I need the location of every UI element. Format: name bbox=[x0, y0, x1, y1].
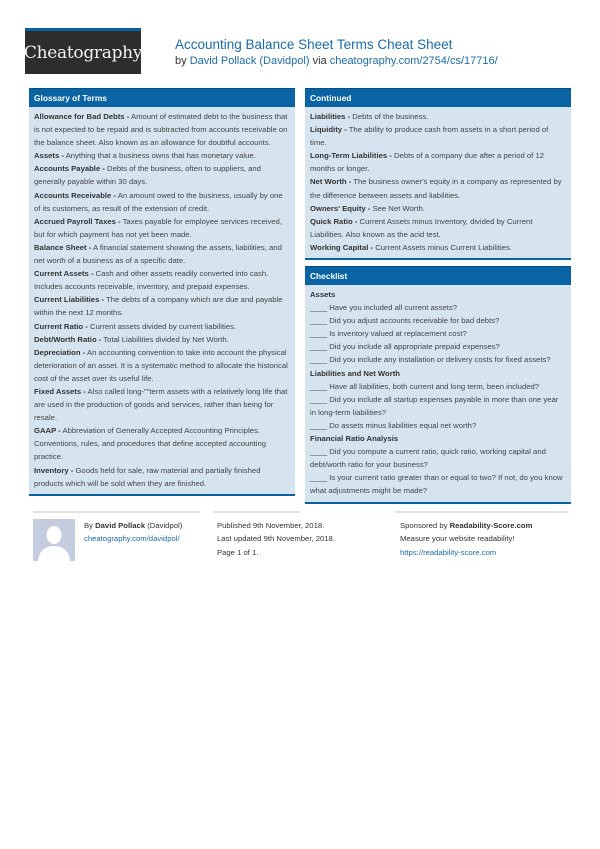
glossary-entry bbox=[34, 424, 290, 463]
glossary-entry bbox=[310, 110, 566, 123]
term-definition: Also called long-""term assets with a relatively long life that are used in the production of goods and services, rather than being for resale. bbox=[34, 386, 288, 423]
glossary-entry bbox=[310, 175, 566, 201]
sponsored-prefix: Sponsored by bbox=[400, 521, 450, 530]
header bbox=[175, 37, 498, 69]
footer-author-handle: (Davidpol) bbox=[145, 521, 183, 530]
checklist-item[interactable]: ____ Do assets minus liabilities equal net worth? bbox=[310, 420, 477, 430]
term-definition: Current Assets minus Inventory, divided by Current Liabilities. Also known as the acid test. bbox=[310, 216, 533, 239]
term-definition: Amount of estimated debt to the business that is not expected to be repaid and is subtracted from accounts receivable on the balance sheet. Also known as an allowance for doubtful accounts. bbox=[34, 112, 288, 148]
sponsor-name: Readability-Score.com bbox=[449, 521, 533, 530]
glossary-title: Glossary of Terms bbox=[29, 88, 295, 107]
sponsor-tagline: Measure your website readability! bbox=[400, 534, 515, 544]
checklist-section-heading: Financial Ratio Analysis bbox=[310, 434, 399, 444]
glossary-entry bbox=[310, 241, 566, 254]
page-count: Page 1 of 1. bbox=[217, 547, 259, 557]
term-name: Liquidity - bbox=[310, 125, 347, 135]
glossary-entry bbox=[34, 320, 290, 333]
glossary-entry bbox=[34, 267, 290, 293]
term-definition: Debts of the business. bbox=[350, 112, 429, 121]
checklist-item[interactable]: ____ Did you include all startup expenses payable in more than one year in long-term liabilities? bbox=[310, 394, 559, 417]
term-name: Quick Ratio - bbox=[310, 216, 358, 226]
checklist-section-heading: Liabilities and Net Worth bbox=[310, 368, 400, 378]
term-name: Depreciation - bbox=[34, 347, 86, 357]
glossary-entry bbox=[34, 149, 290, 162]
term-name: Inventory - bbox=[34, 465, 74, 475]
term-name: Current Assets - bbox=[34, 269, 94, 279]
term-definition: Current Assets minus Current Liabilities. bbox=[373, 242, 512, 252]
checklist-item[interactable]: ____ Did you include any installation or delivery costs for fixed assets? bbox=[310, 355, 551, 365]
term-name: Accounts Payable - bbox=[34, 164, 105, 174]
term-name: Working Capital - bbox=[310, 242, 374, 252]
page-title[interactable]: Accounting Balance Sheet Terms Cheat Sheet bbox=[175, 37, 453, 52]
term-name: Accounts Receivable - bbox=[34, 190, 117, 200]
glossary-box bbox=[29, 88, 295, 496]
term-definition: See Net Worth. bbox=[370, 203, 425, 213]
continued-body bbox=[305, 107, 571, 258]
glossary-entry bbox=[34, 346, 290, 385]
user-silhouette-icon bbox=[33, 519, 75, 561]
term-name: Current Liabilities - bbox=[34, 295, 105, 305]
term-definition: Anything that a business owns that has monetary value. bbox=[63, 151, 256, 161]
term-definition: An amount owed to the business, usually by one of its customers, as result of the extension of credit. bbox=[34, 190, 283, 213]
term-definition: The ability to produce cash from assets in a short period of time. bbox=[310, 125, 549, 148]
checklist-item[interactable]: ____ Did you include all appropriate prepaid expenses? bbox=[310, 342, 500, 352]
term-name: Current Ratio - bbox=[34, 321, 88, 331]
term-definition: The business owner's equity in a company as represented by the difference between assets and liabilities. bbox=[310, 177, 562, 200]
footer-sponsor bbox=[400, 519, 532, 559]
author-profile-link[interactable]: cheatography.com/davidpol/ bbox=[84, 534, 180, 544]
term-definition: Total Liabilities divided by Net Worth. bbox=[101, 334, 229, 344]
term-definition: A financial statement showing the assets, liabilities, and net worth of a business as of a specific date. bbox=[34, 242, 282, 266]
term-definition: Abbreviation of Generally Accepted Accounting Principles. Conventions, rules, and procedures that define accepted accounting practice. bbox=[34, 426, 267, 462]
glossary-body bbox=[29, 107, 295, 494]
cheatography-logo[interactable] bbox=[25, 28, 141, 74]
glossary-entry bbox=[310, 202, 566, 215]
byline bbox=[175, 54, 498, 69]
footer-by: By bbox=[84, 521, 96, 530]
footer-author-name: David Pollack bbox=[95, 521, 146, 530]
term-definition: An accounting convention to take into account the physical deterioration of an asset. It is a systematic method to allocate the historical cost of the asset over its useful life. bbox=[34, 347, 288, 383]
via-text: via bbox=[309, 55, 330, 67]
checklist-title: Checklist bbox=[305, 266, 571, 285]
checklist-item[interactable]: ____ Did you compute a current ratio, quick ratio, working capital and debt/worth ratio for your business? bbox=[310, 447, 546, 470]
checklist-box bbox=[305, 266, 571, 504]
term-name: Balance Sheet - bbox=[34, 242, 92, 252]
term-definition: Cash and other assets readily converted into cash. Includes accounts receivable, inventory, and prepaid expenses. bbox=[34, 269, 269, 292]
glossary-entry bbox=[34, 293, 290, 319]
glossary-entry bbox=[34, 162, 290, 188]
term-name: GAAP - bbox=[34, 426, 61, 436]
author-avatar[interactable] bbox=[33, 519, 75, 561]
term-definition: The debts of a company which are due and payable within the next 12 months. bbox=[34, 295, 283, 318]
logo-text: Cheatography bbox=[23, 42, 143, 63]
glossary-entry bbox=[34, 333, 290, 346]
glossary-entry bbox=[34, 110, 290, 149]
sheet-url-link[interactable]: cheatography.com/2754/cs/17716/ bbox=[329, 55, 498, 67]
glossary-entry bbox=[34, 241, 290, 267]
term-definition: Taxes payable for employee services received, but for which payment has not yet been made. bbox=[34, 216, 282, 239]
glossary-entry bbox=[310, 123, 566, 149]
footer-divider bbox=[395, 511, 568, 513]
continued-title: Continued bbox=[305, 88, 571, 107]
sponsor-link[interactable]: https://readability-score.com bbox=[400, 547, 497, 557]
continued-box bbox=[305, 88, 571, 260]
term-name: Liabilities - bbox=[310, 112, 351, 121]
glossary-entry bbox=[310, 215, 566, 241]
term-name: Long-Term Liabilities - bbox=[310, 151, 392, 161]
glossary-entry bbox=[310, 149, 566, 175]
term-name: Allowance for Bad Debts - bbox=[34, 112, 130, 121]
term-name: Net Worth - bbox=[310, 177, 352, 187]
checklist-item[interactable]: ____ Did you adjust accounts receivable for bad debts? bbox=[310, 316, 500, 326]
term-name: Assets - bbox=[34, 151, 64, 161]
footer-divider bbox=[213, 511, 300, 513]
author-link[interactable]: David Pollack (Davidpol) bbox=[189, 55, 310, 67]
glossary-entry bbox=[34, 215, 290, 241]
term-name: Fixed Assets - bbox=[34, 386, 86, 396]
checklist-item[interactable]: ____ Is inventory valued at replacement cost? bbox=[310, 329, 467, 339]
term-definition: Current assets divided by current liabilities. bbox=[87, 321, 237, 331]
footer-author bbox=[84, 519, 182, 546]
by-prefix: by bbox=[175, 55, 190, 67]
checklist-item[interactable]: ____ Is your current ratio greater than or equal to two? If not, do you know what adjustments might be made? bbox=[310, 473, 563, 496]
checklist-section-heading: Assets bbox=[310, 290, 336, 299]
term-name: Owners' Equity - bbox=[310, 203, 371, 213]
term-definition: Goods held for sale, raw material and partially finished products which will be sold when they are finished. bbox=[34, 465, 261, 488]
term-name: Debt/Worth Ratio - bbox=[34, 334, 102, 344]
term-definition: Debts of a company due after a period of 12 months or longer. bbox=[310, 151, 544, 174]
footer-divider bbox=[33, 511, 200, 513]
glossary-entry bbox=[34, 189, 290, 215]
updated-date: Last updated 9th November, 2018. bbox=[217, 534, 335, 544]
checklist-item[interactable]: ____ Have all liabilities, both current and long term, been included? bbox=[310, 381, 540, 391]
glossary-entry bbox=[34, 385, 290, 424]
term-name: Accrued Payroll Taxes - bbox=[34, 216, 121, 226]
checklist-item[interactable]: ____ Have you included all current assets? bbox=[310, 303, 458, 313]
published-date: Published 9th November, 2018. bbox=[217, 521, 325, 530]
checklist-body bbox=[305, 285, 571, 502]
footer-dates bbox=[217, 519, 335, 559]
glossary-entry bbox=[34, 464, 290, 490]
term-definition: Debts of the business, often to suppliers, and generally payable within 30 days. bbox=[34, 164, 261, 187]
